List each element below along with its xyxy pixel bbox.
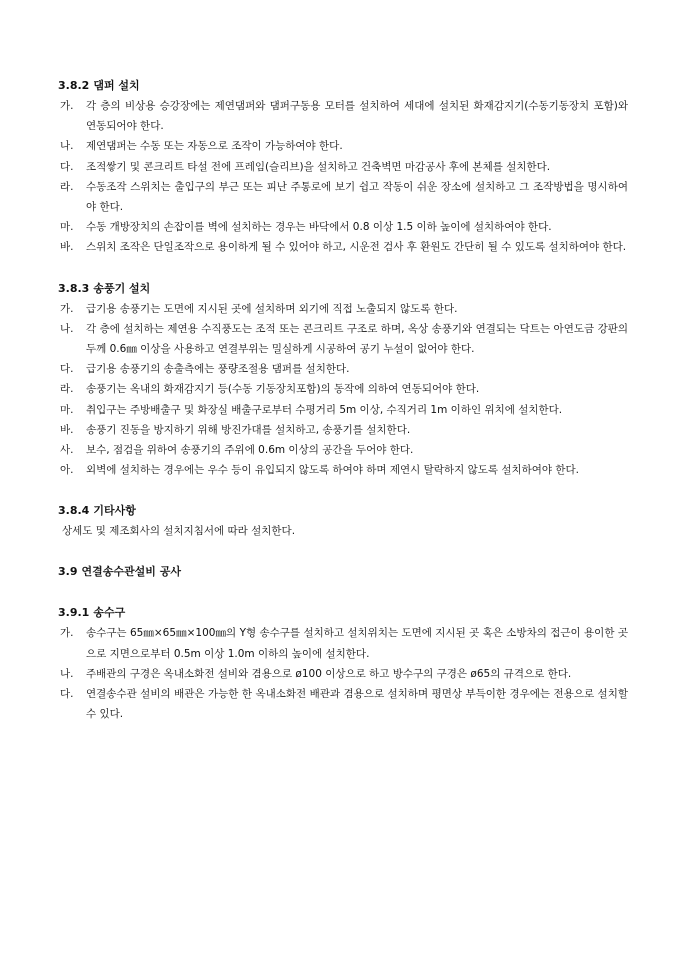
list-item xyxy=(58,420,628,440)
item-text: 수동 개방장치의 손잡이를 벽에 설치하는 경우는 바닥에서 0.8 이상 1.5 이하 높이에 설치하여야 한다. xyxy=(86,221,552,234)
item-marker: 마. xyxy=(60,403,74,416)
item-text: 급기용 송풍기는 도면에 지시된 곳에 설치하며 외기에 직접 노출되지 않도록 한다. xyxy=(86,302,458,315)
item-marker: 라. xyxy=(60,383,74,396)
list-item xyxy=(58,379,628,399)
list-item xyxy=(58,319,628,359)
section-heading-3-8-3 xyxy=(58,279,628,299)
list-item xyxy=(58,664,628,684)
section-number: 3.9.1 xyxy=(58,606,90,620)
section-number: 3.8.4 xyxy=(58,504,90,518)
section-number: 3.8.3 xyxy=(58,281,90,295)
list-item xyxy=(58,460,628,480)
item-marker: 나. xyxy=(60,667,74,680)
section-title: 송풍기 설치 xyxy=(93,281,151,295)
item-text: 급기용 송풍기의 송출측에는 풍량조절용 댐퍼를 설치한다. xyxy=(86,363,350,376)
section-title: 연결송수관설비 공사 xyxy=(81,565,181,579)
section-number: 3.8.2 xyxy=(58,79,90,92)
section-heading-3-8-4 xyxy=(58,501,628,521)
list-item xyxy=(58,157,628,177)
item-marker: 다. xyxy=(60,363,74,376)
item-text: 스위치 조작은 단일조작으로 용이하게 될 수 있어야 하고, 시운전 검사 후 환원도 간단히 될 수 있도록 설치하여야 한다. xyxy=(86,241,627,254)
item-text: 송풍기 진동을 방지하기 위해 방진가대를 설치하고, 송풍기를 설치한다. xyxy=(86,423,411,436)
item-text: 보수, 점검을 위하여 송풍기의 주위에 0.6m 이상의 공간을 두어야 한다. xyxy=(86,444,414,457)
item-text: 취입구는 주방배출구 및 화장실 배출구로부터 수평거리 5m 이상, 수직거리 1m 이하인 위치에 설치한다. xyxy=(86,403,563,416)
section-title: 송수구 xyxy=(93,606,126,620)
item-marker: 사. xyxy=(60,444,74,457)
item-marker: 가. xyxy=(60,100,74,112)
section-heading-3-8-2 xyxy=(58,76,628,96)
item-text: 연결송수관 설비의 배관은 가능한 한 옥내소화전 배관과 겸용으로 설치하며 평면상 부득이한 경우에는 전용으로 설치할 수 있다. xyxy=(86,688,628,721)
list-item xyxy=(58,237,628,257)
item-marker: 아. xyxy=(60,464,74,477)
item-text: 조적쌓기 및 콘크리트 타설 전에 프레임(슬리브)을 설치하고 건축벽면 마감공사 후에 본체를 설치한다. xyxy=(86,160,551,173)
section-heading-3-9-1 xyxy=(58,603,628,623)
item-text: 각 층의 비상용 승강장에는 제연댐퍼와 댐퍼구동용 모터를 설치하여 세대에 설치된 화재감지기(수동기동장치 포함)와 연동되어야 한다. xyxy=(86,100,628,133)
item-text: 송풍기는 옥내의 화재감지기 등(수동 기동장치포함)의 동작에 의하여 연동되어야 한다. xyxy=(86,383,480,396)
spacer xyxy=(58,258,628,279)
list-item xyxy=(58,623,628,663)
spacer xyxy=(58,480,628,501)
item-marker: 바. xyxy=(60,423,74,436)
item-marker: 가. xyxy=(60,302,74,315)
item-text: 각 층에 설치하는 제연용 수직풍도는 조적 또는 콘크리트 구조로 하며, 옥상 송풍기와 연결되는 닥트는 아연도금 강판의 두께 0.6㎜ 이상을 사용하고 연결부위는 밀실하게 시공하여 공기 누설이 없어야 한다. xyxy=(86,322,628,356)
spacer xyxy=(58,541,628,562)
section-title: 기타사항 xyxy=(93,504,136,518)
item-marker: 마. xyxy=(60,221,74,234)
list-item xyxy=(58,177,628,217)
item-marker: 라. xyxy=(60,180,74,193)
paragraph: 상세도 및 제조회사의 설치지침서에 따라 설치한다. xyxy=(62,525,296,538)
item-text: 송수구는 65㎜×65㎜×100㎜의 Y형 송수구를 설치하고 설치위치는 도면에 지시된 곳 혹은 소방차의 접근이 용이한 곳으로 지면으로부터 0.5m 이상 1.0m 이하의 높이에 설치한다. xyxy=(86,627,628,660)
list-item xyxy=(58,136,628,156)
list-item xyxy=(58,96,628,136)
item-marker: 다. xyxy=(60,160,74,173)
section-heading-3-9 xyxy=(58,562,628,582)
item-marker: 나. xyxy=(60,140,74,153)
list-item xyxy=(58,684,628,724)
spacer xyxy=(58,582,628,603)
list-item xyxy=(58,400,628,420)
list-item xyxy=(58,217,628,237)
item-marker: 다. xyxy=(60,688,74,701)
list-item xyxy=(58,440,628,460)
item-marker: 나. xyxy=(60,322,74,335)
item-text: 제연댐퍼는 수동 또는 자동으로 조작이 가능하여야 한다. xyxy=(86,140,343,153)
section-number: 3.9 xyxy=(58,565,78,579)
item-marker: 바. xyxy=(60,241,74,254)
item-text: 외벽에 설치하는 경우에는 우수 등이 유입되지 않도록 하여야 하며 제연시 탈락하지 않도록 설치하여야 한다. xyxy=(86,464,580,477)
document-body xyxy=(58,76,628,724)
section-title: 댐퍼 설치 xyxy=(93,79,140,92)
item-marker: 가. xyxy=(60,627,74,640)
item-text: 수동조작 스위치는 출입구의 부근 또는 피난 주통로에 보기 쉽고 작동이 쉬운 장소에 설치하고 그 조작방법을 명시하여야 한다. xyxy=(86,180,628,214)
list-item xyxy=(58,359,628,379)
list-item xyxy=(58,299,628,319)
item-text: 주배관의 구경은 옥내소화전 설비와 겸용으로 ø100 이상으로 하고 방수구의 구경은 ø65의 규격으로 한다. xyxy=(86,667,572,680)
